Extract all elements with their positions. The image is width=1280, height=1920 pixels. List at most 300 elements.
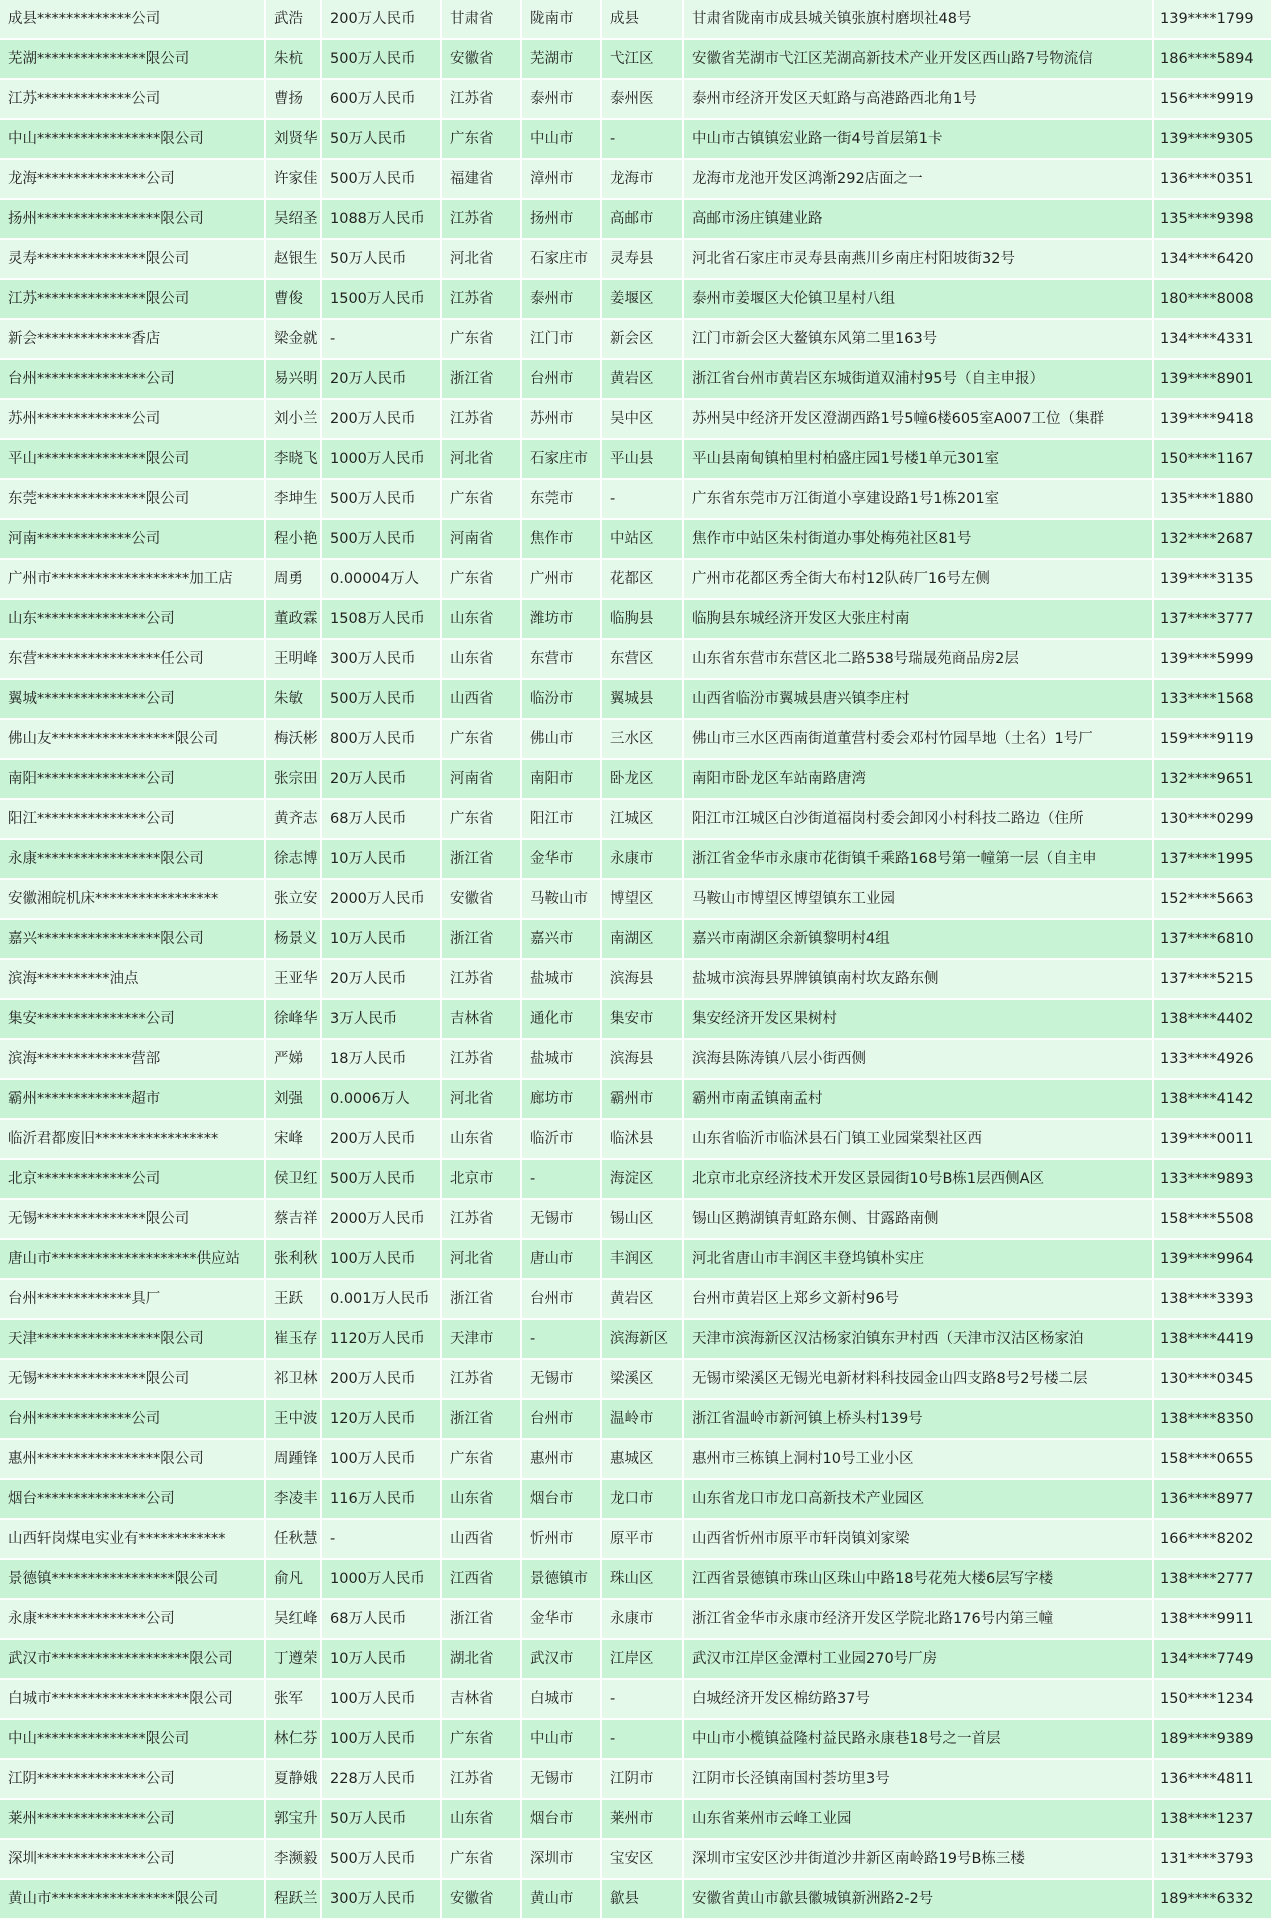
contact-name-cell: 宋峰	[265, 1119, 321, 1159]
city-cell: 南阳市	[521, 759, 601, 799]
city-cell: 金华市	[521, 1599, 601, 1639]
table-row	[0, 679, 1272, 719]
capital-cell: 500万人民币	[321, 479, 441, 519]
table-row	[0, 159, 1272, 199]
address-cell: 马鞍山市博望区博望镇东工业园	[683, 879, 1153, 919]
table-row	[0, 1759, 1272, 1799]
address-cell: 中山市小榄镇益隆村益民路永康巷18号之一首层	[683, 1719, 1153, 1759]
capital-cell: 500万人民币	[321, 519, 441, 559]
company-name-cell: 烟台***************公司	[0, 1479, 265, 1519]
city-cell: 通化市	[521, 999, 601, 1039]
capital-cell: 500万人民币	[321, 1159, 441, 1199]
table-row	[0, 1119, 1272, 1159]
table-row	[0, 359, 1272, 399]
city-cell: 台州市	[521, 1399, 601, 1439]
phone-cell: 138****3393	[1153, 1279, 1272, 1319]
table-row	[0, 279, 1272, 319]
contact-name-cell: 李濒毅	[265, 1839, 321, 1879]
contact-name-cell: 丁遵荣	[265, 1639, 321, 1679]
company-name-cell: 江阴***************公司	[0, 1759, 265, 1799]
company-name-cell: 中山***************限公司	[0, 1719, 265, 1759]
phone-cell: 189****9389	[1153, 1719, 1272, 1759]
address-cell: 山东省东营市东营区北二路538号瑞晟苑商品房2层	[683, 639, 1153, 679]
company-name-cell: 中山*****************限公司	[0, 119, 265, 159]
company-name-cell: 平山***************限公司	[0, 439, 265, 479]
district-cell: 龙海市	[601, 159, 683, 199]
address-cell: 浙江省金华市永康市经济开发区学院北路176号内第三幢	[683, 1599, 1153, 1639]
company-name-cell: 台州***************公司	[0, 359, 265, 399]
city-cell: 芜湖市	[521, 39, 601, 79]
contact-name-cell: 朱杭	[265, 39, 321, 79]
phone-cell: 132****2687	[1153, 519, 1272, 559]
contact-name-cell: 刘小兰	[265, 399, 321, 439]
capital-cell: 2000万人民币	[321, 1199, 441, 1239]
contact-name-cell: 吴绍圣	[265, 199, 321, 239]
capital-cell: 116万人民币	[321, 1479, 441, 1519]
district-cell: 海淀区	[601, 1159, 683, 1199]
address-cell: 天津市滨海新区汉沽杨家泊镇东尹村西（天津市汉沽区杨家泊	[683, 1319, 1153, 1359]
capital-cell: 120万人民币	[321, 1399, 441, 1439]
province-cell: 浙江省	[441, 839, 521, 879]
district-cell: 卧龙区	[601, 759, 683, 799]
district-cell: 临沭县	[601, 1119, 683, 1159]
address-cell: 中山市古镇镇宏业路一街4号首层第1卡	[683, 119, 1153, 159]
contact-name-cell: 武浩	[265, 0, 321, 39]
capital-cell: 1000万人民币	[321, 1559, 441, 1599]
province-cell: 河北省	[441, 239, 521, 279]
address-cell: 江阴市长泾镇南国村荟坊里3号	[683, 1759, 1153, 1799]
table-row	[0, 1879, 1272, 1919]
company-name-cell: 唐山市********************供应站	[0, 1239, 265, 1279]
contact-name-cell: 黄齐志	[265, 799, 321, 839]
company-name-cell: 东营*****************任公司	[0, 639, 265, 679]
company-name-cell: 翼城***************公司	[0, 679, 265, 719]
city-cell: 武汉市	[521, 1639, 601, 1679]
phone-cell: 137****1995	[1153, 839, 1272, 879]
city-cell: -	[521, 1319, 601, 1359]
city-cell: 忻州市	[521, 1519, 601, 1559]
table-row	[0, 639, 1272, 679]
province-cell: 河北省	[441, 1239, 521, 1279]
province-cell: 山西省	[441, 679, 521, 719]
company-name-cell: 嘉兴*****************限公司	[0, 919, 265, 959]
company-name-cell: 北京*************公司	[0, 1159, 265, 1199]
city-cell: 惠州市	[521, 1439, 601, 1479]
table-row	[0, 319, 1272, 359]
capital-cell: 0.0006万人	[321, 1079, 441, 1119]
city-cell: 苏州市	[521, 399, 601, 439]
address-cell: 南阳市卧龙区车站南路唐湾	[683, 759, 1153, 799]
company-name-cell: 滨海**********油点	[0, 959, 265, 999]
contact-name-cell: 董政霖	[265, 599, 321, 639]
city-cell: 盐城市	[521, 959, 601, 999]
phone-cell: 150****1167	[1153, 439, 1272, 479]
company-name-cell: 南阳***************公司	[0, 759, 265, 799]
address-cell: 平山县南甸镇柏里村柏盛庄园1号楼1单元301室	[683, 439, 1153, 479]
table-row	[0, 119, 1272, 159]
city-cell: 石家庄市	[521, 239, 601, 279]
address-cell: 北京市北京经济技术开发区景园街10号B栋1层西侧A区	[683, 1159, 1153, 1199]
address-cell: 山东省龙口市龙口高新技术产业园区	[683, 1479, 1153, 1519]
table-row	[0, 1479, 1272, 1519]
capital-cell: 100万人民币	[321, 1239, 441, 1279]
province-cell: 山东省	[441, 599, 521, 639]
company-name-cell: 新会*************香店	[0, 319, 265, 359]
table-row	[0, 1719, 1272, 1759]
capital-cell: 18万人民币	[321, 1039, 441, 1079]
phone-cell: 136****8977	[1153, 1479, 1272, 1519]
capital-cell: 200万人民币	[321, 0, 441, 39]
address-cell: 安徽省芜湖市弋江区芜湖高新技术产业开发区西山路7号物流信	[683, 39, 1153, 79]
address-cell: 滨海县陈涛镇八层小街西侧	[683, 1039, 1153, 1079]
phone-cell: 130****0299	[1153, 799, 1272, 839]
capital-cell: 68万人民币	[321, 1599, 441, 1639]
capital-cell: 300万人民币	[321, 639, 441, 679]
company-name-cell: 景德镇*****************限公司	[0, 1559, 265, 1599]
address-cell: 苏州吴中经济开发区澄湖西路1号5幢6楼605室A007工位（集群	[683, 399, 1153, 439]
province-cell: 江苏省	[441, 399, 521, 439]
contact-name-cell: 杨景义	[265, 919, 321, 959]
district-cell: 花都区	[601, 559, 683, 599]
phone-cell: 139****1799	[1153, 0, 1272, 39]
district-cell: 弋江区	[601, 39, 683, 79]
province-cell: 江苏省	[441, 1199, 521, 1239]
capital-cell: -	[321, 319, 441, 359]
phone-cell: 159****9119	[1153, 719, 1272, 759]
contact-name-cell: 赵银生	[265, 239, 321, 279]
table-row	[0, 839, 1272, 879]
capital-cell: 2000万人民币	[321, 879, 441, 919]
district-cell: 新会区	[601, 319, 683, 359]
company-name-cell: 霸州*************超市	[0, 1079, 265, 1119]
phone-cell: 158****0655	[1153, 1439, 1272, 1479]
contact-name-cell: 曹俊	[265, 279, 321, 319]
city-cell: 东营市	[521, 639, 601, 679]
province-cell: 安徽省	[441, 879, 521, 919]
district-cell: 惠城区	[601, 1439, 683, 1479]
table-row	[0, 439, 1272, 479]
city-cell: 江门市	[521, 319, 601, 359]
contact-name-cell: 王跃	[265, 1279, 321, 1319]
province-cell: 山西省	[441, 1519, 521, 1559]
province-cell: 北京市	[441, 1159, 521, 1199]
table-row	[0, 479, 1272, 519]
company-name-cell: 莱州***************公司	[0, 1799, 265, 1839]
contact-name-cell: 周踵锋	[265, 1439, 321, 1479]
city-cell: 烟台市	[521, 1479, 601, 1519]
phone-cell: 186****5894	[1153, 39, 1272, 79]
phone-cell: 138****1237	[1153, 1799, 1272, 1839]
district-cell: 丰润区	[601, 1239, 683, 1279]
capital-cell: 100万人民币	[321, 1439, 441, 1479]
city-cell: 潍坊市	[521, 599, 601, 639]
district-cell: 歙县	[601, 1879, 683, 1919]
capital-cell: 10万人民币	[321, 919, 441, 959]
city-cell: 广州市	[521, 559, 601, 599]
city-cell: 中山市	[521, 1719, 601, 1759]
contact-name-cell: 郭宝升	[265, 1799, 321, 1839]
province-cell: 广东省	[441, 1439, 521, 1479]
district-cell: 宝安区	[601, 1839, 683, 1879]
capital-cell: 600万人民币	[321, 79, 441, 119]
contact-name-cell: 李晓飞	[265, 439, 321, 479]
contact-name-cell: 蔡吉祥	[265, 1199, 321, 1239]
province-cell: 江西省	[441, 1559, 521, 1599]
city-cell: 陇南市	[521, 0, 601, 39]
city-cell: 马鞍山市	[521, 879, 601, 919]
contact-name-cell: 周勇	[265, 559, 321, 599]
contact-name-cell: 程小艳	[265, 519, 321, 559]
phone-cell: 131****3793	[1153, 1839, 1272, 1879]
company-name-cell: 惠州*****************限公司	[0, 1439, 265, 1479]
province-cell: 浙江省	[441, 1399, 521, 1439]
city-cell: 嘉兴市	[521, 919, 601, 959]
district-cell: 永康市	[601, 1599, 683, 1639]
table-row	[0, 719, 1272, 759]
address-cell: 惠州市三栋镇上洞村10号工业小区	[683, 1439, 1153, 1479]
company-name-cell: 深圳***************公司	[0, 1839, 265, 1879]
contact-name-cell: 吴红峰	[265, 1599, 321, 1639]
company-name-cell: 滨海*************营部	[0, 1039, 265, 1079]
address-cell: 嘉兴市南湖区余新镇黎明村4组	[683, 919, 1153, 959]
contact-name-cell: 张利秋	[265, 1239, 321, 1279]
contact-name-cell: 许家佳	[265, 159, 321, 199]
address-cell: 泰州市经济开发区天虹路与高港路西北角1号	[683, 79, 1153, 119]
table-row	[0, 799, 1272, 839]
capital-cell: 0.001万人民币	[321, 1279, 441, 1319]
capital-cell: 10万人民币	[321, 839, 441, 879]
address-cell: 甘肃省陇南市成县城关镇张旗村磨坝社48号	[683, 0, 1153, 39]
capital-cell: 200万人民币	[321, 1359, 441, 1399]
contact-name-cell: 任秋慧	[265, 1519, 321, 1559]
address-cell: 盐城市滨海县界牌镇镇南村坎友路东侧	[683, 959, 1153, 999]
phone-cell: 130****0345	[1153, 1359, 1272, 1399]
province-cell: 山东省	[441, 1799, 521, 1839]
province-cell: 河北省	[441, 1079, 521, 1119]
table-row	[0, 1559, 1272, 1599]
province-cell: 浙江省	[441, 359, 521, 399]
city-cell: 东莞市	[521, 479, 601, 519]
contact-name-cell: 易兴明	[265, 359, 321, 399]
capital-cell: 20万人民币	[321, 359, 441, 399]
city-cell: 黄山市	[521, 1879, 601, 1919]
province-cell: 浙江省	[441, 919, 521, 959]
table-row	[0, 399, 1272, 439]
company-name-cell: 黄山市*****************限公司	[0, 1879, 265, 1919]
table-row	[0, 599, 1272, 639]
contact-name-cell: 王中波	[265, 1399, 321, 1439]
district-cell: 黄岩区	[601, 1279, 683, 1319]
province-cell: 山东省	[441, 1119, 521, 1159]
province-cell: 河南省	[441, 519, 521, 559]
capital-cell: 3万人民币	[321, 999, 441, 1039]
capital-cell: 100万人民币	[321, 1679, 441, 1719]
capital-cell: 500万人民币	[321, 1839, 441, 1879]
address-cell: 山东省临沂市临沭县石门镇工业园棠梨社区西	[683, 1119, 1153, 1159]
address-cell: 高邮市汤庄镇建业路	[683, 199, 1153, 239]
company-name-cell: 江苏***************限公司	[0, 279, 265, 319]
company-name-cell: 安徽湘皖机床*****************	[0, 879, 265, 919]
capital-cell: 500万人民币	[321, 39, 441, 79]
address-cell: 泰州市姜堰区大伦镇卫星村八组	[683, 279, 1153, 319]
city-cell: 泰州市	[521, 279, 601, 319]
district-cell: 莱州市	[601, 1799, 683, 1839]
capital-cell: 800万人民币	[321, 719, 441, 759]
table-row	[0, 1679, 1272, 1719]
phone-cell: 139****9964	[1153, 1239, 1272, 1279]
address-cell: 佛山市三水区西南街道董营村委会邓村竹园旱地（土名）1号厂	[683, 719, 1153, 759]
company-name-cell: 灵寿***************限公司	[0, 239, 265, 279]
city-cell: 烟台市	[521, 1799, 601, 1839]
capital-cell: 0.00004万人	[321, 559, 441, 599]
phone-cell: 139****8901	[1153, 359, 1272, 399]
table-row	[0, 1239, 1272, 1279]
contact-name-cell: 林仁芬	[265, 1719, 321, 1759]
city-cell: 唐山市	[521, 1239, 601, 1279]
company-name-cell: 扬州*****************限公司	[0, 199, 265, 239]
contact-name-cell: 程跃兰	[265, 1879, 321, 1919]
address-cell: 江门市新会区大鳌镇东风第二里163号	[683, 319, 1153, 359]
district-cell: 江城区	[601, 799, 683, 839]
table-row	[0, 1399, 1272, 1439]
address-cell: 广州市花都区秀全街大布村12队砖厂16号左侧	[683, 559, 1153, 599]
province-cell: 浙江省	[441, 1599, 521, 1639]
district-cell: 梁溪区	[601, 1359, 683, 1399]
district-cell: 滨海县	[601, 1039, 683, 1079]
contact-name-cell: 祁卫林	[265, 1359, 321, 1399]
table-row	[0, 39, 1272, 79]
capital-cell: 20万人民币	[321, 959, 441, 999]
city-cell: 无锡市	[521, 1359, 601, 1399]
table-row	[0, 1799, 1272, 1839]
phone-cell: 133****4926	[1153, 1039, 1272, 1079]
district-cell: 江岸区	[601, 1639, 683, 1679]
district-cell: 温岭市	[601, 1399, 683, 1439]
address-cell: 广东省东莞市万江街道小享建设路1号1栋201室	[683, 479, 1153, 519]
province-cell: 湖北省	[441, 1639, 521, 1679]
company-name-cell: 成县*************公司	[0, 0, 265, 39]
contact-name-cell: 侯卫红	[265, 1159, 321, 1199]
city-cell: 台州市	[521, 359, 601, 399]
phone-cell: 138****4419	[1153, 1319, 1272, 1359]
phone-cell: 138****2777	[1153, 1559, 1272, 1599]
district-cell: 永康市	[601, 839, 683, 879]
district-cell: 锡山区	[601, 1199, 683, 1239]
phone-cell: 150****1234	[1153, 1679, 1272, 1719]
district-cell: 滨海新区	[601, 1319, 683, 1359]
company-name-cell: 天津*****************限公司	[0, 1319, 265, 1359]
capital-cell: 300万人民币	[321, 1879, 441, 1919]
address-cell: 焦作市中站区朱村街道办事处梅苑社区81号	[683, 519, 1153, 559]
city-cell: 金华市	[521, 839, 601, 879]
company-name-cell: 龙海***************公司	[0, 159, 265, 199]
table-row	[0, 1039, 1272, 1079]
city-cell: 石家庄市	[521, 439, 601, 479]
phone-cell: 139****0011	[1153, 1119, 1272, 1159]
phone-cell: 134****4331	[1153, 319, 1272, 359]
capital-cell: 200万人民币	[321, 1119, 441, 1159]
company-name-cell: 江苏*************公司	[0, 79, 265, 119]
contact-name-cell: 崔玉存	[265, 1319, 321, 1359]
district-cell: 南湖区	[601, 919, 683, 959]
phone-cell: 189****6332	[1153, 1879, 1272, 1919]
contact-name-cell: 刘强	[265, 1079, 321, 1119]
phone-cell: 137****3777	[1153, 599, 1272, 639]
province-cell: 江苏省	[441, 1039, 521, 1079]
district-cell: 霸州市	[601, 1079, 683, 1119]
district-cell: 三水区	[601, 719, 683, 759]
province-cell: 广东省	[441, 119, 521, 159]
table-row	[0, 879, 1272, 919]
table-row	[0, 1519, 1272, 1559]
table-row	[0, 959, 1272, 999]
address-cell: 安徽省黄山市歙县徽城镇新洲路2-2号	[683, 1879, 1153, 1919]
company-name-cell: 芜湖***************限公司	[0, 39, 265, 79]
company-name-cell: 阳江***************公司	[0, 799, 265, 839]
address-cell: 临朐县东城经济开发区大张庄村南	[683, 599, 1153, 639]
contact-name-cell: 李凌丰	[265, 1479, 321, 1519]
phone-cell: 136****4811	[1153, 1759, 1272, 1799]
phone-cell: 139****9305	[1153, 119, 1272, 159]
company-name-cell: 山西轩岗煤电实业有************	[0, 1519, 265, 1559]
phone-cell: 138****8350	[1153, 1399, 1272, 1439]
district-cell: 龙口市	[601, 1479, 683, 1519]
city-cell: 无锡市	[521, 1199, 601, 1239]
province-cell: 广东省	[441, 1839, 521, 1879]
company-name-cell: 东莞***************限公司	[0, 479, 265, 519]
district-cell: 东营区	[601, 639, 683, 679]
company-name-cell: 山东***************公司	[0, 599, 265, 639]
district-cell: 集安市	[601, 999, 683, 1039]
phone-cell: 136****0351	[1153, 159, 1272, 199]
district-cell: 成县	[601, 0, 683, 39]
table-row	[0, 519, 1272, 559]
province-cell: 江苏省	[441, 1759, 521, 1799]
table-row	[0, 1599, 1272, 1639]
table-row	[0, 1839, 1272, 1879]
contact-name-cell: 刘贤华	[265, 119, 321, 159]
district-cell: 灵寿县	[601, 239, 683, 279]
district-cell: 吴中区	[601, 399, 683, 439]
district-cell: -	[601, 119, 683, 159]
district-cell: -	[601, 1719, 683, 1759]
address-cell: 锡山区鹅湖镇青虹路东侧、甘露路南侧	[683, 1199, 1153, 1239]
district-cell: 中站区	[601, 519, 683, 559]
address-cell: 河北省唐山市丰润区丰登坞镇朴实庄	[683, 1239, 1153, 1279]
table-row	[0, 199, 1272, 239]
phone-cell: 133****1568	[1153, 679, 1272, 719]
contact-name-cell: 徐峰华	[265, 999, 321, 1039]
capital-cell: 228万人民币	[321, 1759, 441, 1799]
address-cell: 深圳市宝安区沙井街道沙井新区南岭路19号B栋三楼	[683, 1839, 1153, 1879]
contact-name-cell: 张宗田	[265, 759, 321, 799]
province-cell: 河北省	[441, 439, 521, 479]
contact-name-cell: 王亚华	[265, 959, 321, 999]
province-cell: 吉林省	[441, 1679, 521, 1719]
district-cell: 临朐县	[601, 599, 683, 639]
contact-name-cell: 夏静娥	[265, 1759, 321, 1799]
contact-name-cell: 李坤生	[265, 479, 321, 519]
capital-cell: 1000万人民币	[321, 439, 441, 479]
table-row	[0, 1639, 1272, 1679]
province-cell: 河南省	[441, 759, 521, 799]
province-cell: 安徽省	[441, 39, 521, 79]
table-row	[0, 1079, 1272, 1119]
city-cell: 佛山市	[521, 719, 601, 759]
address-cell: 山东省莱州市云峰工业园	[683, 1799, 1153, 1839]
capital-cell: 500万人民币	[321, 159, 441, 199]
capital-cell: 50万人民币	[321, 239, 441, 279]
